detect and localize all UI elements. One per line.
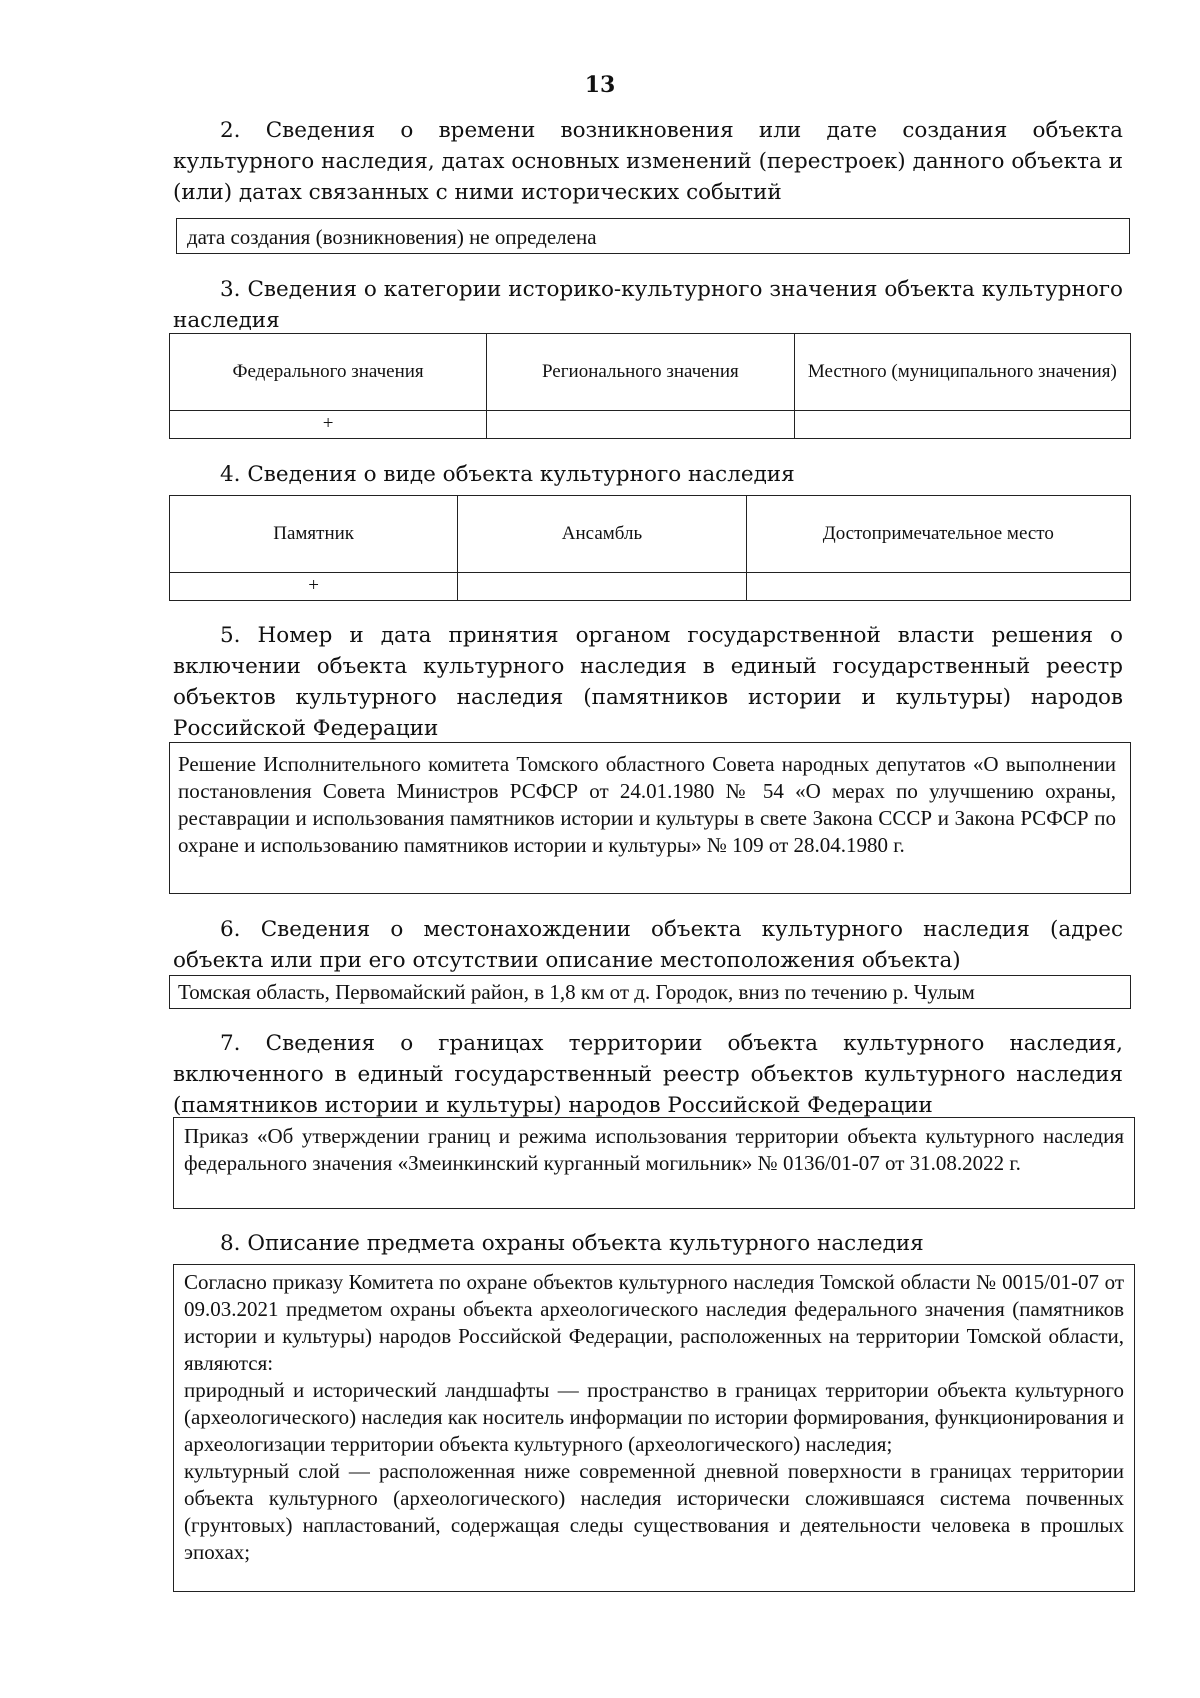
section-4-header-landmark: Достопримечательное место	[746, 496, 1130, 573]
section-2-value-box	[176, 218, 1130, 254]
section-4-header-ensemble: Ансамбль	[458, 496, 746, 573]
section-4-value-landmark	[746, 572, 1130, 600]
section-3-header-federal: Федерального значения	[170, 334, 487, 411]
section-5-value: Решение Исполнительного комитета Томского областного Совета народных депутатов «О выполнении постановления Совета Министров РСФСР от 24.01.1980 № 54 «О мерах по улучшению охраны, реставрации и использования памятников истории и культуры в свете Закона СССР и Закона РСФСР по охране и использованию памятников истории и культуры» № 109 от 28.04.1980 г.	[178, 752, 1116, 857]
section-4-value-ensemble	[458, 572, 746, 600]
section-6-title: 6. Сведения о местонахождении объекта культурного наследия (адрес объекта или при его отсутствии описание местоположения объекта)	[173, 917, 1123, 973]
section-3-value-local	[794, 410, 1130, 438]
section-8-paragraph-2: природный и исторический ландшафты — пространство в границах территории объекта культурного (археологического) наследия как носитель информации по истории формирования, функционирования и археологизации территории объекта культурного (археологического) наследия;	[184, 1378, 1124, 1456]
section-7-value-box	[173, 1117, 1135, 1209]
section-7-value: Приказ «Об утверждении границ и режима использования территории объекта культурного наследия федерального значения «Змеинкинский курганный могильник» № 0136/01-07 от 31.08.2022 г.	[184, 1124, 1124, 1175]
section-8-paragraph-3: культурный слой — расположенная ниже современной дневной поверхности в границах территории объекта культурного (археологического) наследия исторически сложившаяся система почвенных (грунтовых) напластований, содержащая следы существования и деятельности человека в прошлых эпохах;	[184, 1459, 1124, 1564]
section-3-table	[169, 333, 1131, 439]
section-6-value: Томская область, Первомайский район, в 1,8 км от д. Городок, вниз по течению р. Чулым	[178, 980, 975, 1004]
page-number: 13	[584, 72, 616, 98]
section-7-title: 7. Сведения о границах территории объекта культурного наследия, включенного в единый государственный реестр объектов культурного наследия (памятников истории и культуры) народов Российской Федерации	[173, 1031, 1123, 1118]
section-5-value-box	[169, 742, 1131, 894]
section-3-header-local: Местного (муниципального значения)	[794, 334, 1130, 411]
section-4-header-monument: Памятник	[170, 496, 458, 573]
section-3-value-regional	[487, 410, 795, 438]
section-8-title: 8. Описание предмета охраны объекта культурного наследия	[220, 1231, 924, 1256]
section-3-title: 3. Сведения о категории историко-культурного значения объекта культурного наследия	[173, 277, 1123, 333]
section-8-value-box	[173, 1264, 1135, 1592]
section-5-title: 5. Номер и дата принятия органом государственной власти решения о включении объекта культурного наследия в единый государственный реестр объектов культурного наследия (памятников истории и культуры) народов Российской Федерации	[173, 623, 1123, 741]
section-4-table	[169, 495, 1131, 601]
section-4-value-monument: +	[170, 572, 458, 600]
section-3-value-federal: +	[170, 410, 487, 438]
section-2-value: дата создания (возникновения) не определена	[187, 225, 597, 249]
section-2-title: 2. Сведения о времени возникновения или дате создания объекта культурного наследия, датах основных изменений (перестроек) данного объекта и (или) датах связанных с ними исторических событий	[173, 118, 1123, 205]
section-8-paragraph-1: Согласно приказу Комитета по охране объектов культурного наследия Томской области № 0015/01-07 от 09.03.2021 предметом охраны объекта археологического наследия федерального значения (памятников истории и культуры) народов Российской Федерации, расположенных на территории Томской области, являются:	[184, 1270, 1124, 1375]
section-6-value-box	[169, 975, 1131, 1009]
section-3-header-regional: Регионального значения	[487, 334, 795, 411]
section-4-title: 4. Сведения о виде объекта культурного наследия	[220, 462, 795, 487]
